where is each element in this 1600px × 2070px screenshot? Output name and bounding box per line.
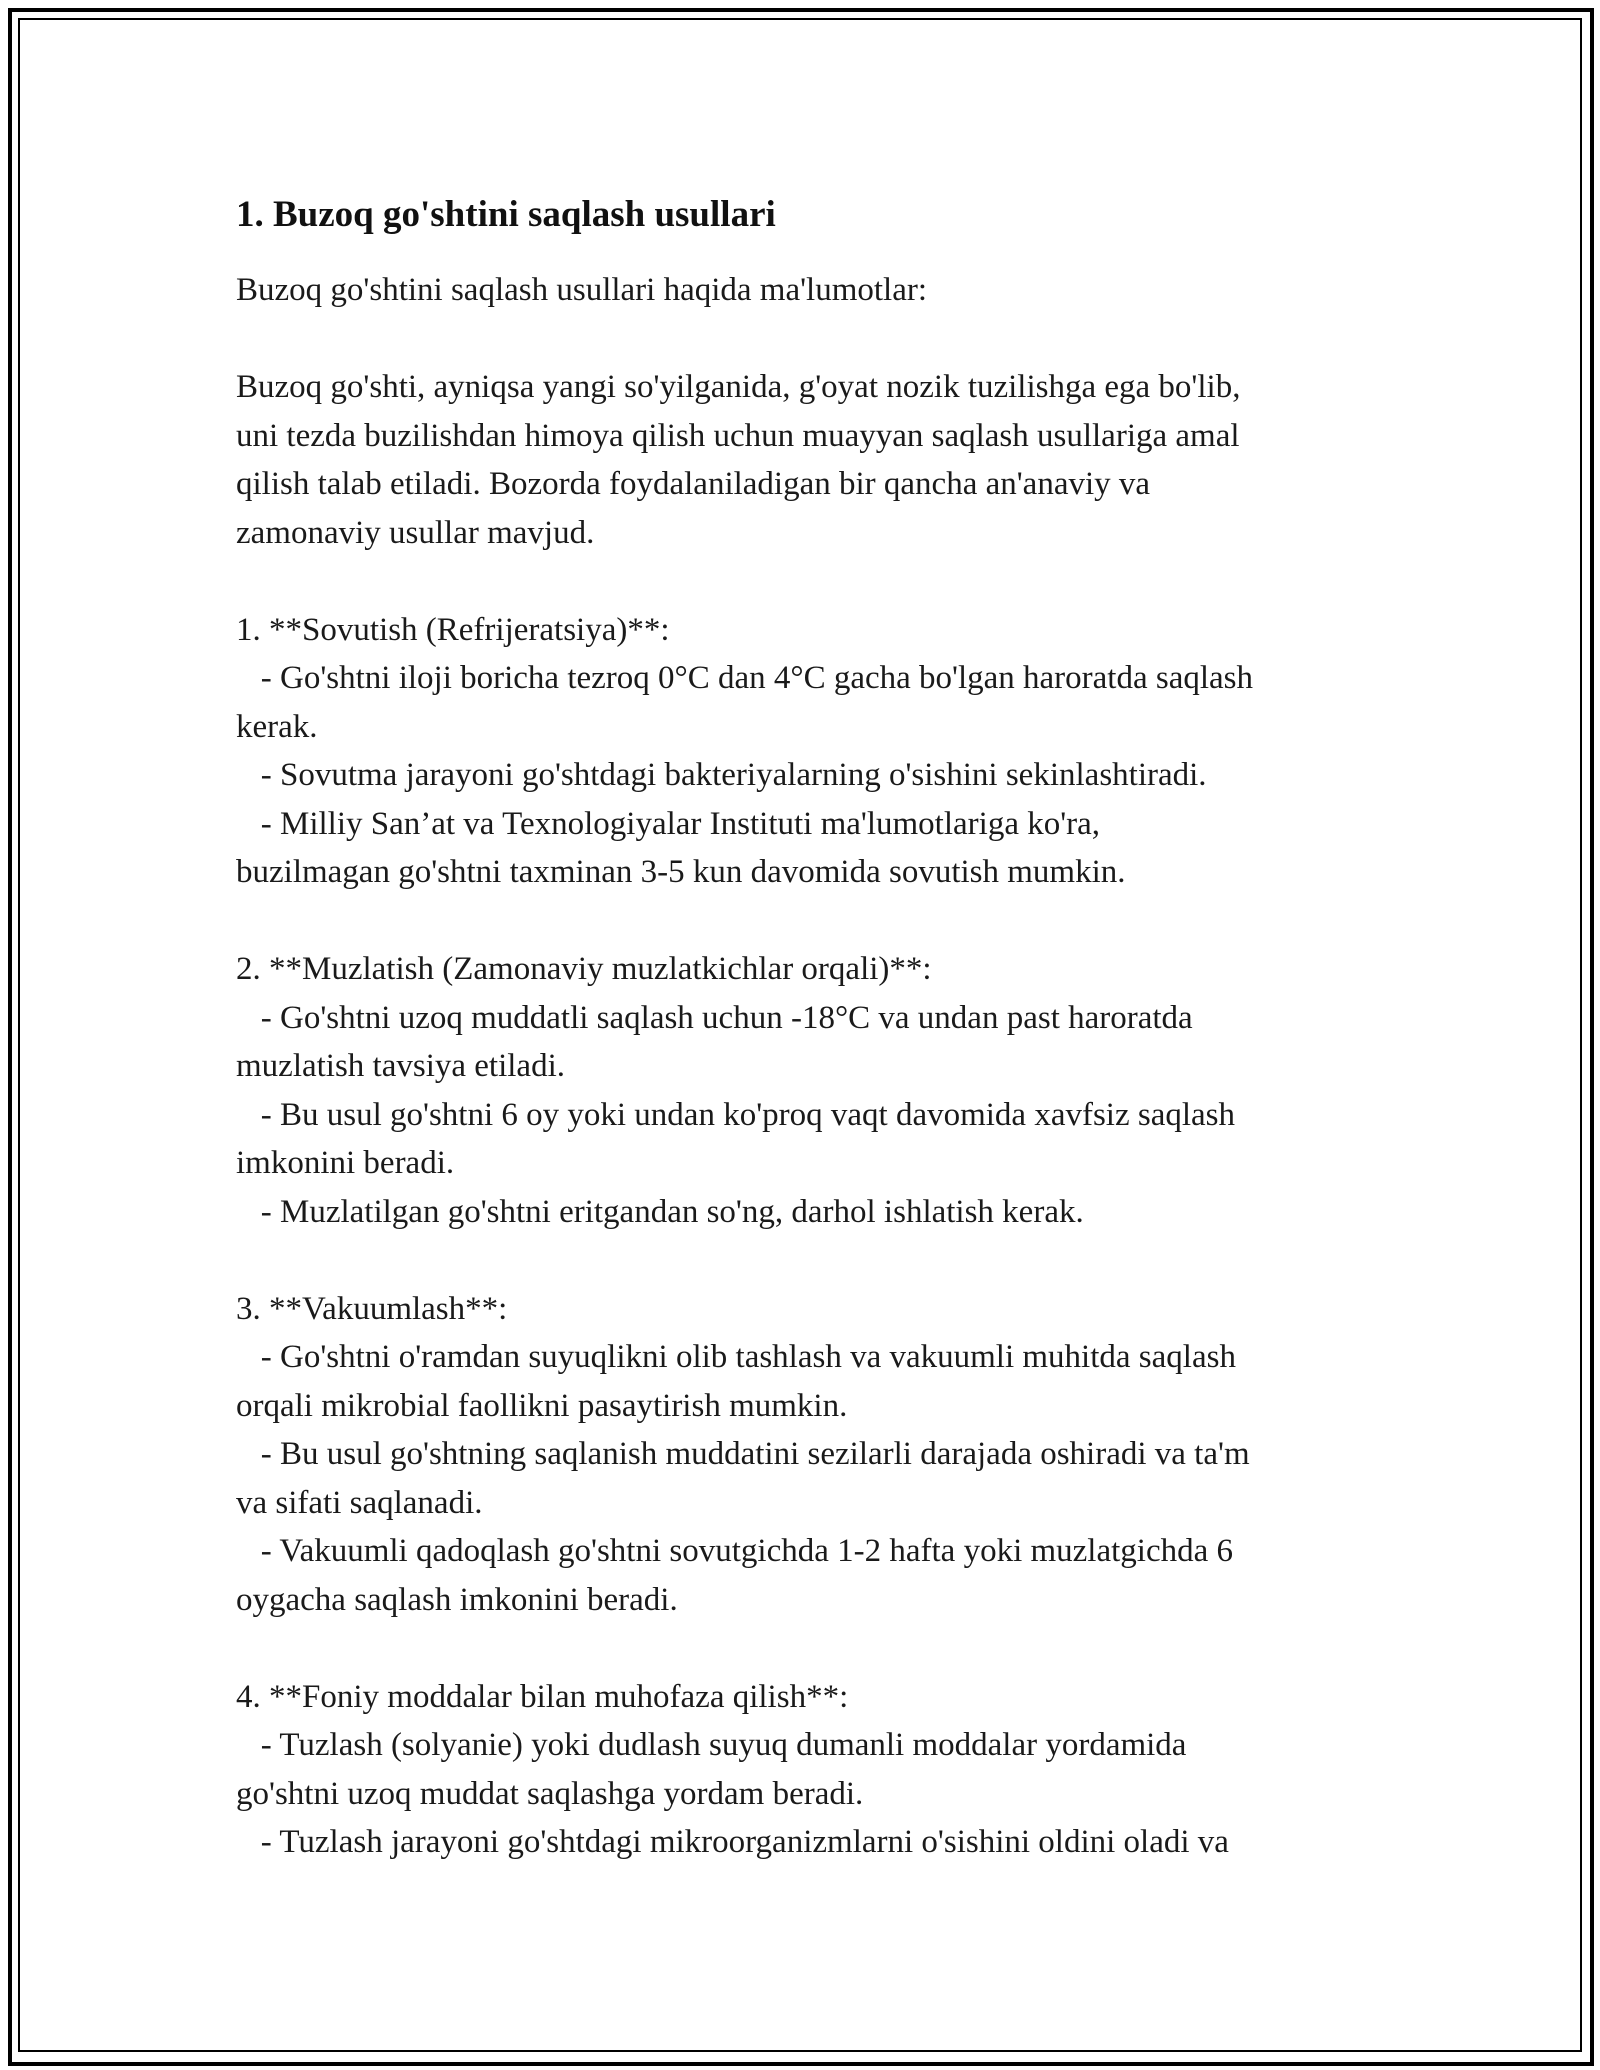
document-body: [236, 266, 1386, 1867]
section-3-point-3: - Vakuumli qadoqlash go'shtni sovutgichda 1-2 hafta yoki muzlatgichda 6 oygacha saqlash imkonini beradi.: [236, 1533, 1233, 1618]
section-4-point-2: - Tuzlash jarayoni go'shtdagi mikroorganizmlarni o'sishini oldini oladi va: [236, 1824, 1229, 1860]
document-page: [236, 180, 1386, 1867]
document-title: 1. Buzoq go'shtini saqlash usullari: [236, 194, 776, 235]
section-4-point-1: - Tuzlash (solyanie) yoki dudlash suyuq dumanli moddalar yordamida go'shtni uzoq muddat saqlashga yordam beradi.: [236, 1727, 1187, 1812]
intro-text: Buzoq go'shtini saqlash usullari haqida ma'lumotlar:: [236, 272, 928, 308]
section-1-point-1: - Go'shtni iloji boricha tezroq 0°C dan 4°C gacha bo'lgan haroratda saqlash kerak.: [236, 660, 1254, 745]
section-3-point-1: - Go'shtni o'ramdan suyuqlikni olib tashlash va vakuumli muhitda saqlash orqali mikrobial faollikni pasaytirish mumkin.: [236, 1339, 1236, 1424]
section-2-point-3: - Muzlatilgan go'shtni eritgandan so'ng, darhol ishlatish kerak.: [236, 1193, 1084, 1230]
section-2-point-1: - Go'shtni uzoq muddatli saqlash uchun -18°C va undan past haroratda muzlatish tavsiya etiladi.: [236, 999, 1193, 1084]
section-2-heading: 2. **Muzlatish (Zamonaviy muzlatkichlar orqali)**:: [236, 951, 932, 987]
section-1-heading: 1. **Sovutish (Refrijeratsiya)**:: [236, 611, 670, 648]
section-3-heading: 3. **Vakuumlash**:: [236, 1290, 508, 1327]
section-1-point-2: - Sovutma jarayoni go'shtdagi bakteriyalarning o'sishini sekinlashtiradi.: [236, 757, 1207, 793]
section-3-point-2: - Bu usul go'shtning saqlanish muddatini sezilarli darajada oshiradi va ta'm va sifati saqlanadi.: [236, 1436, 1250, 1521]
section-4-heading: 4. **Foniy moddalar bilan muhofaza qilish**:: [236, 1678, 849, 1715]
section-1-point-3: - Milliy San’at va Texnologiyalar Instituti ma'lumotlariga ko'ra, buzilmagan go'shtni taxminan 3-5 kun davomida sovutish mumkin.: [236, 805, 1126, 890]
section-2-point-2: - Bu usul go'shtni 6 oy yoki undan ko'proq vaqt davomida xavfsiz saqlash imkonini beradi.: [236, 1096, 1236, 1181]
intro-paragraph: Buzoq go'shti, ayniqsa yangi so'yilganida, g'oyat nozik tuzilishga ega bo'lib, uni tezda buzilishdan himoya qilish uchun muayyan saqlash usullariga amal qilish talab etiladi. Bozorda foydalaniladigan bir qancha an'anaviy va zamonaviy usullar mavjud.: [236, 369, 1241, 551]
